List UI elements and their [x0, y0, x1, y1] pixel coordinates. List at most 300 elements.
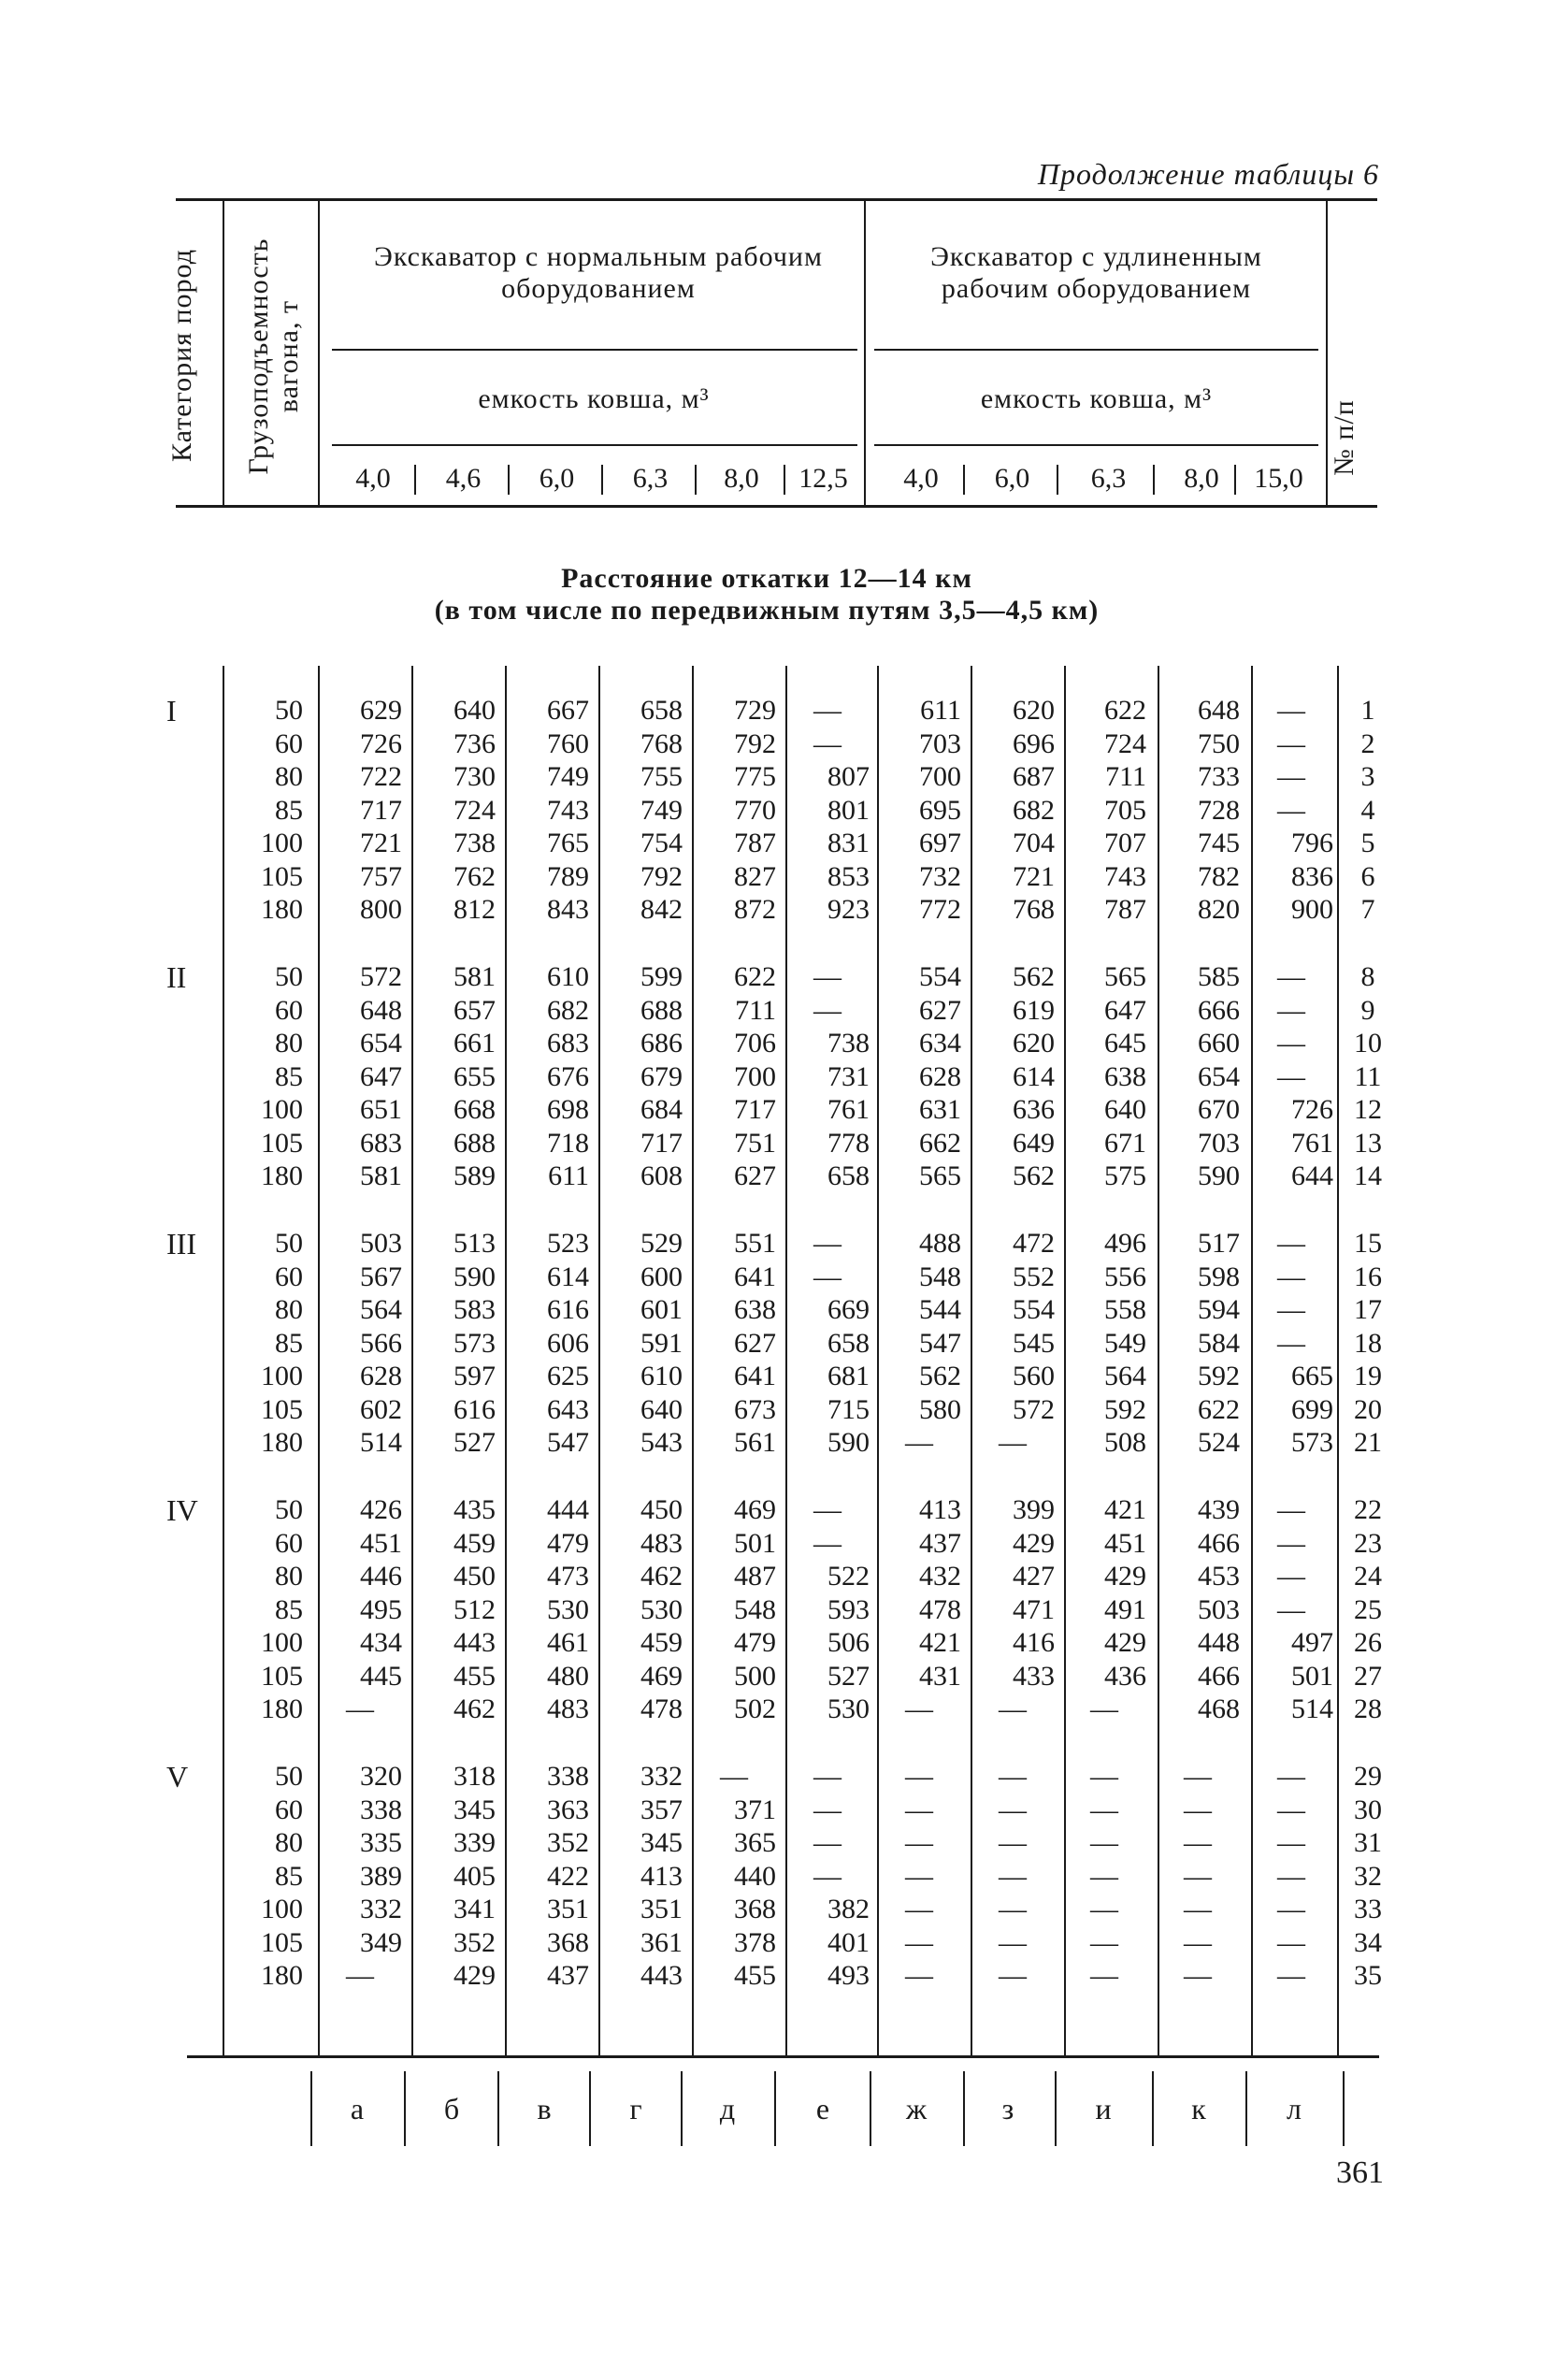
value-cell: 640 [1104, 1094, 1146, 1125]
value-cell: 564 [1104, 1361, 1146, 1391]
row-number-cell: 34 [1354, 1927, 1382, 1958]
value-cell: 432 [919, 1561, 961, 1592]
value-cell: 371 [734, 1794, 776, 1825]
value-cell: 732 [919, 861, 961, 892]
value-cell: 501 [734, 1528, 776, 1559]
value-cell: 687 [1013, 761, 1055, 792]
value-cell: — [1184, 1894, 1212, 1924]
number-header: № п/п [1329, 399, 1359, 476]
value-cell: 503 [1198, 1594, 1240, 1625]
row-number-cell: 3 [1360, 761, 1375, 792]
value-cell: 455 [734, 1960, 776, 1991]
value-cell: 562 [919, 1361, 961, 1391]
value-cell: 592 [1198, 1361, 1240, 1391]
category-label: II [166, 960, 187, 994]
wagon-capacity-cell: 180 [261, 894, 303, 925]
value-cell: 707 [1104, 828, 1146, 858]
value-cell: — [813, 728, 842, 759]
value-cell: 731 [827, 1061, 870, 1092]
value-cell: — [813, 1261, 842, 1292]
value-cell: 750 [1198, 728, 1240, 759]
row-number-cell: 15 [1354, 1228, 1382, 1259]
row-number-cell: 9 [1360, 995, 1375, 1026]
value-cell: 448 [1198, 1627, 1240, 1658]
value-cell: — [813, 961, 842, 992]
wagon-capacity-cell: 50 [275, 1228, 303, 1259]
capacity-separator [1057, 465, 1058, 495]
capacity-separator [784, 465, 785, 495]
value-cell: — [1090, 1927, 1118, 1958]
row-number-cell: 28 [1354, 1693, 1382, 1724]
value-cell: — [1277, 1594, 1305, 1625]
value-cell: 352 [547, 1827, 589, 1858]
row-number-cell: 23 [1354, 1528, 1382, 1559]
value-cell: — [999, 1794, 1027, 1825]
value-cell: 636 [1013, 1094, 1055, 1125]
value-cell: 459 [640, 1627, 683, 1658]
value-cell: — [905, 1827, 933, 1858]
value-cell: 543 [640, 1427, 683, 1458]
bucket-normal-rule [332, 444, 857, 446]
value-cell: 480 [547, 1661, 589, 1692]
value-cell: 706 [734, 1028, 776, 1059]
value-cell: 711 [1105, 761, 1146, 792]
value-cell: 429 [1104, 1627, 1146, 1658]
value-cell: 560 [1013, 1361, 1055, 1391]
value-cell: 751 [734, 1128, 776, 1159]
value-cell: 502 [734, 1693, 776, 1724]
value-cell: 738 [453, 828, 496, 858]
value-cell: 765 [547, 828, 589, 858]
value-cell: 792 [734, 728, 776, 759]
value-cell: 508 [1104, 1427, 1146, 1458]
value-cell: 483 [640, 1528, 683, 1559]
value-cell: 628 [360, 1361, 402, 1391]
value-cell: 459 [453, 1528, 496, 1559]
footer-separator [1343, 2071, 1345, 2146]
value-cell: — [720, 1761, 748, 1792]
category-label: IV [166, 1493, 198, 1527]
value-cell: 567 [360, 1261, 402, 1292]
value-cell: 598 [1198, 1261, 1240, 1292]
value-cell: 726 [360, 728, 402, 759]
value-cell: 566 [360, 1328, 402, 1359]
value-cell: 703 [1198, 1128, 1240, 1159]
value-cell: — [1277, 1494, 1305, 1525]
value-cell: 827 [734, 861, 776, 892]
value-cell: 703 [919, 728, 961, 759]
value-cell: 591 [640, 1328, 683, 1359]
value-cell: 736 [453, 728, 496, 759]
value-cell: 796 [1291, 828, 1333, 858]
value-cell: 775 [734, 761, 776, 792]
value-cell: 872 [734, 894, 776, 925]
value-cell: 743 [1104, 861, 1146, 892]
value-cell: 352 [453, 1927, 496, 1958]
wagon-capacity-cell: 105 [261, 861, 303, 892]
value-cell: — [1277, 1927, 1305, 1958]
value-cell: 705 [1104, 795, 1146, 826]
value-cell: 640 [640, 1394, 683, 1425]
value-cell: — [999, 1827, 1027, 1858]
row-number-cell: 19 [1354, 1361, 1382, 1391]
value-cell: 451 [360, 1528, 402, 1559]
value-cell: 749 [547, 761, 589, 792]
value-cell: 730 [453, 761, 496, 792]
value-cell: — [999, 1894, 1027, 1924]
value-cell: 721 [1013, 861, 1055, 892]
value-cell: 451 [1104, 1528, 1146, 1559]
value-cell: 619 [1013, 995, 1055, 1026]
row-number-cell: 14 [1354, 1160, 1382, 1191]
value-cell: 565 [1104, 961, 1146, 992]
wagon-capacity-cell: 180 [261, 1693, 303, 1724]
footer-separator [1152, 2071, 1154, 2146]
value-cell: 561 [734, 1427, 776, 1458]
value-cell: 761 [1291, 1128, 1333, 1159]
value-cell: 657 [453, 995, 496, 1026]
value-cell: 628 [919, 1061, 961, 1092]
value-cell: 900 [1291, 894, 1333, 925]
value-cell: 721 [360, 828, 402, 858]
value-cell: — [1277, 761, 1305, 792]
value-cell: 351 [640, 1894, 683, 1924]
value-cell: — [813, 995, 842, 1026]
value-cell: — [905, 1761, 933, 1792]
value-cell: 512 [453, 1594, 496, 1625]
value-cell: 466 [1198, 1661, 1240, 1692]
value-cell: 729 [734, 695, 776, 726]
row-number-cell: 31 [1354, 1827, 1382, 1858]
value-cell: 728 [1198, 795, 1240, 826]
group-normal-rule [332, 349, 857, 351]
value-cell: 645 [1104, 1028, 1146, 1059]
value-cell: 667 [547, 695, 589, 726]
value-cell: 585 [1198, 961, 1240, 992]
value-cell: — [1277, 995, 1305, 1026]
value-cell: 496 [1104, 1228, 1146, 1259]
value-cell: 421 [1104, 1494, 1146, 1525]
value-cell: 565 [919, 1160, 961, 1191]
value-cell: 530 [547, 1594, 589, 1625]
category-label: III [166, 1227, 196, 1261]
value-cell: 660 [1198, 1028, 1240, 1059]
value-cell: 497 [1291, 1627, 1333, 1658]
value-cell: 749 [640, 795, 683, 826]
value-cell: 665 [1291, 1361, 1333, 1391]
value-cell: — [1184, 1794, 1212, 1825]
value-cell: — [1277, 728, 1305, 759]
value-cell: 562 [1013, 961, 1055, 992]
value-cell: 548 [919, 1261, 961, 1292]
value-cell: — [346, 1960, 374, 1991]
value-cell: 446 [360, 1561, 402, 1592]
wagon-capacity-cell: 85 [275, 1328, 303, 1359]
value-cell: 368 [547, 1927, 589, 1958]
row-number-cell: 22 [1354, 1494, 1382, 1525]
value-cell: 648 [1198, 695, 1240, 726]
value-cell: 644 [1291, 1160, 1333, 1191]
bucket-normal-label: емкость ковша, м³ [478, 383, 710, 414]
value-cell: 572 [360, 961, 402, 992]
wagon-capacity-cell: 85 [275, 1594, 303, 1625]
value-cell: 711 [735, 995, 776, 1026]
value-cell: 700 [919, 761, 961, 792]
column-letter: и [1095, 2092, 1112, 2125]
value-cell: 338 [547, 1761, 589, 1792]
value-cell: 658 [640, 695, 683, 726]
value-cell: 527 [827, 1661, 870, 1692]
value-cell: 688 [453, 1128, 496, 1159]
value-cell: 506 [827, 1627, 870, 1658]
header-vline-4 [1326, 198, 1328, 507]
value-cell: 530 [640, 1594, 683, 1625]
value-cell: — [905, 1794, 933, 1825]
bucket-capacity-3: 6,0 [539, 463, 575, 494]
footer-separator [870, 2071, 871, 2146]
value-cell: — [1090, 1761, 1118, 1792]
value-cell: 382 [827, 1894, 870, 1924]
capacity-separator [414, 465, 416, 495]
capacity-separator [1234, 465, 1236, 495]
value-cell: 655 [453, 1061, 496, 1092]
row-number-cell: 16 [1354, 1261, 1382, 1292]
value-cell: 688 [640, 995, 683, 1026]
value-cell: 643 [547, 1394, 589, 1425]
value-cell: 614 [1013, 1061, 1055, 1092]
bucket-long-label: емкость ковша, м³ [980, 383, 1213, 414]
value-cell: 641 [734, 1361, 776, 1391]
value-cell: 590 [827, 1427, 870, 1458]
wagon-capacity-cell: 50 [275, 961, 303, 992]
value-cell: 627 [919, 995, 961, 1026]
value-cell: 487 [734, 1561, 776, 1592]
value-cell: 654 [360, 1028, 402, 1059]
column-letter: ж [905, 2092, 928, 2125]
row-number-cell: 21 [1354, 1427, 1382, 1458]
value-cell: 399 [1013, 1494, 1055, 1525]
value-cell: 437 [547, 1960, 589, 1991]
value-cell: 389 [360, 1861, 402, 1892]
wagon-capacity-cell: 60 [275, 1528, 303, 1559]
wagon-capacity-cell: 105 [261, 1128, 303, 1159]
value-cell: — [1090, 1861, 1118, 1892]
value-cell: 501 [1291, 1661, 1333, 1692]
value-cell: — [905, 1693, 933, 1724]
value-cell: 514 [1291, 1693, 1333, 1724]
value-cell: 416 [1013, 1627, 1055, 1658]
value-cell: — [1277, 1261, 1305, 1292]
header-vline-2 [318, 198, 320, 507]
value-cell: — [346, 1693, 374, 1724]
wagon-capacity-cell: 60 [275, 1794, 303, 1825]
column-letter: е [815, 2092, 830, 2125]
page-number: 361 [1336, 2155, 1384, 2190]
value-cell: 800 [360, 894, 402, 925]
column-letter: г [629, 2092, 642, 2125]
value-cell: 662 [919, 1128, 961, 1159]
value-cell: 590 [453, 1261, 496, 1292]
wagon-capacity-cell: 105 [261, 1394, 303, 1425]
value-cell: 554 [1013, 1294, 1055, 1325]
capacity-header [244, 235, 311, 478]
value-cell: — [1277, 1528, 1305, 1559]
row-number-cell: 29 [1354, 1761, 1382, 1792]
row-number-cell: 33 [1354, 1894, 1382, 1924]
value-cell: 853 [827, 861, 870, 892]
value-cell: 363 [547, 1794, 589, 1825]
value-cell: 648 [360, 995, 402, 1026]
value-cell: 622 [1198, 1394, 1240, 1425]
bucket-capacity-4: 6,3 [632, 463, 669, 494]
value-cell: 434 [360, 1627, 402, 1658]
value-cell: 440 [734, 1861, 776, 1892]
wagon-capacity-cell: 80 [275, 1827, 303, 1858]
value-cell: 611 [548, 1160, 589, 1191]
value-cell: 754 [640, 828, 683, 858]
value-cell: 704 [1013, 828, 1055, 858]
value-cell: — [905, 1927, 933, 1958]
value-cell: 610 [547, 961, 589, 992]
value-cell: 836 [1291, 861, 1333, 892]
value-cell: 762 [453, 861, 496, 892]
wagon-capacity-cell: 60 [275, 1261, 303, 1292]
footer-separator [310, 2071, 312, 2146]
value-cell: 684 [640, 1094, 683, 1125]
row-number-cell: 4 [1360, 795, 1375, 826]
value-cell: 679 [640, 1061, 683, 1092]
value-cell: 581 [360, 1160, 402, 1191]
value-cell: 724 [1104, 728, 1146, 759]
value-cell: — [1277, 1827, 1305, 1858]
value-cell: 513 [453, 1228, 496, 1259]
value-cell: 681 [827, 1361, 870, 1391]
value-cell: 332 [640, 1761, 683, 1792]
value-cell: — [905, 1427, 933, 1458]
value-cell: 695 [919, 795, 961, 826]
value-cell: — [1277, 1028, 1305, 1059]
header-top-rule [176, 198, 1377, 201]
value-cell: 608 [640, 1160, 683, 1191]
value-cell: 610 [640, 1361, 683, 1391]
value-cell: 351 [547, 1894, 589, 1924]
value-cell: — [1184, 1827, 1212, 1858]
value-cell: — [1184, 1927, 1212, 1958]
row-number-cell: 11 [1354, 1061, 1382, 1092]
value-cell: 524 [1198, 1427, 1240, 1458]
value-cell: — [1277, 1561, 1305, 1592]
value-cell: 614 [547, 1261, 589, 1292]
value-cell: 468 [1198, 1693, 1240, 1724]
value-cell: 479 [734, 1627, 776, 1658]
value-cell: 593 [827, 1594, 870, 1625]
group-normal-title: Экскаватор с нормальным рабочим оборудованием [374, 241, 823, 304]
value-cell: 453 [1198, 1561, 1240, 1592]
value-cell: 717 [734, 1094, 776, 1125]
value-cell: 450 [640, 1494, 683, 1525]
header-vline-1 [223, 198, 224, 507]
value-cell: 634 [919, 1028, 961, 1059]
wagon-capacity-cell: 85 [275, 1861, 303, 1892]
value-cell: 745 [1198, 828, 1240, 858]
value-cell: 697 [919, 828, 961, 858]
value-cell: 523 [547, 1228, 589, 1259]
value-cell: 592 [1104, 1394, 1146, 1425]
value-cell: 724 [453, 795, 496, 826]
value-cell: 450 [453, 1561, 496, 1592]
row-number-cell: 2 [1360, 728, 1375, 759]
value-cell: 629 [360, 695, 402, 726]
header-vline-3 [864, 198, 866, 507]
value-cell: 478 [640, 1693, 683, 1724]
value-cell: — [813, 1528, 842, 1559]
value-cell: 641 [734, 1261, 776, 1292]
value-cell: 473 [547, 1561, 589, 1592]
row-number-cell: 30 [1354, 1794, 1382, 1825]
value-cell: — [1277, 795, 1305, 826]
footer-separator [1245, 2071, 1247, 2146]
value-cell: 787 [1104, 894, 1146, 925]
value-cell: 554 [919, 961, 961, 992]
row-number-cell: 5 [1360, 828, 1375, 858]
value-cell: 338 [360, 1794, 402, 1825]
column-letter: з [1001, 2092, 1014, 2125]
value-cell: 600 [640, 1261, 683, 1292]
value-cell: 443 [453, 1627, 496, 1658]
wagon-capacity-cell: 100 [261, 1094, 303, 1125]
value-cell: 787 [734, 828, 776, 858]
value-cell: 503 [360, 1228, 402, 1259]
value-cell: 433 [1013, 1661, 1055, 1692]
header-bottom-rule [176, 505, 1377, 508]
value-cell: 842 [640, 894, 683, 925]
value-cell: — [1277, 1294, 1305, 1325]
wagon-capacity-cell: 80 [275, 761, 303, 792]
value-cell: 611 [920, 695, 961, 726]
value-cell: 413 [640, 1861, 683, 1892]
category-header: Категория пород [166, 249, 197, 462]
value-cell: 462 [640, 1561, 683, 1592]
value-cell: 335 [360, 1827, 402, 1858]
value-cell: 439 [1198, 1494, 1240, 1525]
value-cell: — [813, 1794, 842, 1825]
wagon-capacity-cell: 85 [275, 1061, 303, 1092]
value-cell: 483 [547, 1693, 589, 1724]
value-cell: 431 [919, 1661, 961, 1692]
bucket-capacity-9: 6,3 [1090, 463, 1127, 494]
value-cell: — [999, 1761, 1027, 1792]
row-number-cell: 10 [1354, 1028, 1382, 1059]
value-cell: 575 [1104, 1160, 1146, 1191]
value-cell: 673 [734, 1394, 776, 1425]
value-cell: 401 [827, 1927, 870, 1958]
value-cell: — [813, 1761, 842, 1792]
row-number-cell: 12 [1354, 1094, 1382, 1125]
value-cell: 413 [919, 1494, 961, 1525]
value-cell: 478 [919, 1594, 961, 1625]
value-cell: 339 [453, 1827, 496, 1858]
value-cell: 599 [640, 961, 683, 992]
value-cell: 654 [1198, 1061, 1240, 1092]
capacity-separator [508, 465, 510, 495]
value-cell: — [813, 1827, 842, 1858]
footer-separator [774, 2071, 776, 2146]
row-number-cell: 24 [1354, 1561, 1382, 1592]
wagon-capacity-cell: 100 [261, 1627, 303, 1658]
bucket-capacity-8: 6,0 [994, 463, 1030, 494]
value-cell: 715 [827, 1394, 870, 1425]
continuation-caption: Продолжение таблицы 6 [1037, 157, 1379, 191]
